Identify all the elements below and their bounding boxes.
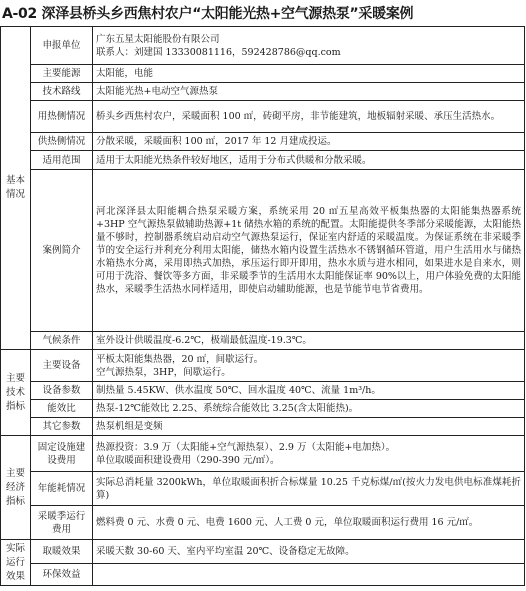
env-label: 环保效益 — [31, 564, 93, 586]
table-row — [1, 83, 525, 101]
table-row — [1, 170, 525, 332]
env-value — [93, 564, 525, 586]
other-value: 热泵机组是变频 — [93, 418, 525, 436]
params-label: 设备参数 — [31, 382, 93, 400]
section-basic: 基本情况 — [1, 27, 31, 350]
climate-label: 气候条件 — [31, 332, 93, 350]
supply-label: 供热侧情况 — [31, 133, 93, 151]
consume-value: 实际总消耗量 3200kWh，单位取暖面积折合标煤量 10.25 千克标煤/㎡(按火力发电供电标准煤耗折算) — [93, 472, 525, 506]
table-row — [1, 101, 525, 133]
table-row — [1, 382, 525, 400]
params-value: 制热量 5.45KW、供水温度 50℃、回水温度 40℃、流量 1m³/h。 — [93, 382, 525, 400]
document-title: A-02 深泽县桥头乡西焦村农户“太阳能光热+空气源热泵”采暖案例 — [2, 6, 414, 22]
effect-value: 采暖天数 30-60 天、室内平均室温 20℃、设备稳定无故障。 — [93, 540, 525, 564]
table-row — [1, 151, 525, 170]
user-label: 用热侧情况 — [31, 101, 93, 133]
consume-label: 年能耗情况 — [31, 472, 93, 506]
cost-label: 采暖季运行费用 — [31, 506, 93, 540]
table-row — [1, 418, 525, 436]
user-value: 桥头乡西焦村农户，采暖面积 100 ㎡，砖砌平房，非节能建筑，地板辐射采暖、承压生活热水。 — [93, 101, 525, 133]
route-value: 太阳能光热+电动空气源热泵 — [93, 83, 525, 101]
cop-label: 能效比 — [31, 400, 93, 418]
table-row — [1, 540, 525, 564]
table-row — [1, 27, 525, 65]
invest-label: 固定设施建设费用 — [31, 436, 93, 472]
supply-value: 分散采暖，采暖面积 100 ㎡，2017 年 12 月建成投运。 — [93, 133, 525, 151]
section-tech: 主要技术指标 — [1, 350, 31, 436]
table-row — [1, 350, 525, 382]
table-row — [1, 332, 525, 350]
cost-value: 燃料费 0 元、水费 0 元、电费 1600 元、人工费 0 元，单位取暖面积运行费用 16 元/㎡。 — [93, 506, 525, 540]
climate-value: 室外设计供暖温度-6.2℃，极端最低温度-19.3℃。 — [93, 332, 525, 350]
table-row — [1, 472, 525, 506]
table-row — [1, 506, 525, 540]
scope-label: 适用范围 — [31, 151, 93, 170]
table-row — [1, 133, 525, 151]
energy-label: 主要能源 — [31, 65, 93, 83]
section-econ: 主要经济指标 — [1, 436, 31, 540]
route-label: 技术路线 — [31, 83, 93, 101]
applicant-label: 申报单位 — [31, 27, 93, 65]
section-effect: 实际运行效果 — [1, 540, 31, 586]
effect-label: 取暖效果 — [31, 540, 93, 564]
invest-value: 热源投资：3.9 万（太阳能+空气源热泵）、2.9 万（太阳能+电加热）。 单位取暖面积建设费用（290-390 元/㎡）。 — [93, 436, 525, 472]
equip-label: 主要设备 — [31, 350, 93, 382]
cop-value: 热泵-12℃能效比 2.25、系统综合能效比 3.25(含太阳能热)。 — [93, 400, 525, 418]
table-row — [1, 400, 525, 418]
case-table — [0, 26, 525, 586]
equip-value: 平板太阳能集热器，20 ㎡，间歇运行。 空气源热泵，3HP，间歇运行。 — [93, 350, 525, 382]
applicant-value: 广东五星太阳能股份有限公司 联系人：刘建国 13330081116，592428786@qq.com — [93, 27, 525, 65]
table-row — [1, 436, 525, 472]
table-row — [1, 564, 525, 586]
energy-value: 太阳能，电能 — [93, 65, 525, 83]
case-value: 河北深泽县太阳能耦合热泵采暖方案，系统采用 20 ㎡五星高效平板集热器的太阳能集热器系统+3HP 空气源热泵做辅助热源+1t 储热水箱的系统的配置。太阳能提供冬季部分采暖能源，太阳能热量不够时，控制器系统启动启动空气源热泵运行，保证室内舒适的采暖温度。为保证系统在非采暖季节的安全运行并利充分利用太阳能，储热水箱内设置生活热水不锈钢循环管道，用户生活用水与储热水箱热水分离，采用即热式加热，承压运行即开即用，热水水质与进水相同，如果进水是自来水，则可用于洗浴、餐饮等多方面，非采暖季节的生活用水太阳能保证率 90%以上，用户体验免费的太阳能热水，采暖季生活热水同样适用，即使启动辅助能源，也是节能节电节省费用。 — [93, 170, 525, 332]
table-row — [1, 65, 525, 83]
case-label: 案例简介 — [31, 170, 93, 332]
other-label: 其它参数 — [31, 418, 93, 436]
scope-value: 适用于太阳能光热条件较好地区，适用于分布式供暖和分散采暖。 — [93, 151, 525, 170]
